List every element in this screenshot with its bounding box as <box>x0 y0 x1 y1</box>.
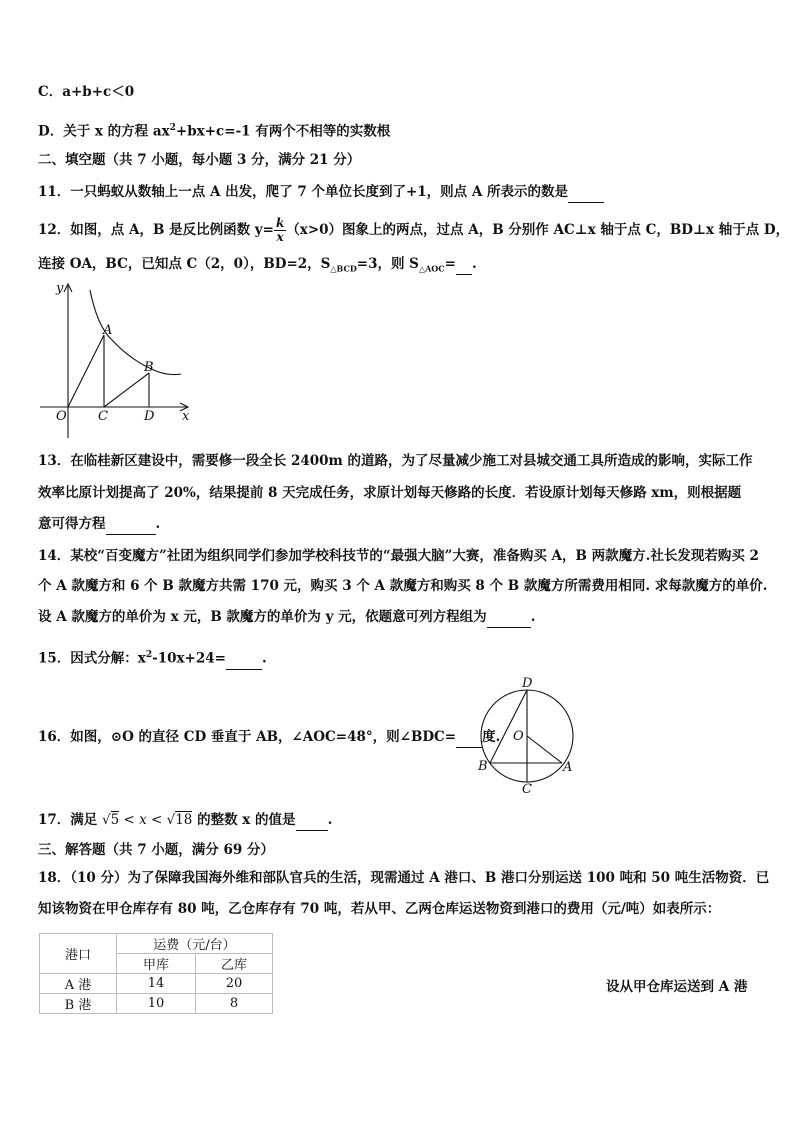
label-c: C <box>98 409 108 424</box>
question-12-end: . <box>471 256 477 272</box>
subscript-aoc: △AOC <box>418 263 445 274</box>
question-16-end: 度. <box>482 729 501 745</box>
question-16 <box>38 727 500 748</box>
question-17-end: . <box>327 812 333 828</box>
table-cell-port: B 港 <box>40 994 117 1014</box>
section-solve-heading: 三、解答题（共 7 小题，满分 69 分） <box>38 842 274 858</box>
answer-blank <box>487 607 531 628</box>
question-11-text: 11．一只蚂蚁从数轴上一点 A 出发，爬了 7 个单位长度到了+1，则点 A 所表示的数是 <box>38 184 569 200</box>
table-cell-yi: 8 <box>196 994 273 1014</box>
question-13-text: 意可得方程 <box>38 516 106 532</box>
table-col-yi: 乙库 <box>196 954 273 974</box>
answer-blank <box>568 182 604 203</box>
question-15-exponent: 2 <box>145 650 153 660</box>
question-12-text-4: = <box>444 256 456 272</box>
question-12-text: 12．如图，点 A，B 是反比例函数 y= <box>38 222 274 238</box>
section-fill-in-heading: 二、填空题（共 7 小题，每小题 3 分，满分 21 分） <box>38 152 361 168</box>
option-d-text-end: +bx+c=-1 有两个不相等的实数根 <box>175 123 391 140</box>
label-y: y <box>56 281 64 296</box>
question-17 <box>38 810 332 831</box>
question-15-text: 15．因式分解：x <box>38 650 146 667</box>
inverse-function-graph <box>36 280 196 445</box>
option-d-exponent: 2 <box>169 123 176 133</box>
question-12-line-1 <box>38 217 789 244</box>
question-13-line-2: 效率比原计划提高了 20%，结果提前 8 天完成任务，求原计划每天修路的长度．若设原计划每天修路 xm，则根据题 <box>38 485 742 501</box>
sqrt-18: √18 <box>166 812 193 828</box>
question-18-line-2: 知该物资在甲仓库存有 80 吨，乙仓库存有 70 吨，若从甲、乙两仓库运送物资到港口的费用（元/吨）如表所示： <box>38 901 721 917</box>
question-12-text-2: 连接 OA，BC，已知点 C（2，0），BD=2，S <box>38 256 331 272</box>
shipping-cost-table <box>39 933 273 1014</box>
answer-blank <box>296 810 328 831</box>
question-12-text-3: =3，则 S <box>356 256 419 272</box>
option-d-text: D．关于 x 的方程 ax <box>38 123 170 140</box>
fraction-k-over-x <box>274 217 286 244</box>
question-14-end: . <box>530 609 536 625</box>
answer-blank <box>226 649 262 670</box>
label-d: D <box>522 676 533 691</box>
label-a: A <box>563 760 573 775</box>
subscript-bcd: △BCD <box>330 263 357 274</box>
question-18-side-text: 设从甲仓库运送到 A 港 <box>606 979 748 995</box>
question-13-line-3 <box>38 514 160 535</box>
table-cell-yi: 20 <box>196 974 273 994</box>
label-b: B <box>478 759 488 774</box>
question-15-end: . <box>261 650 267 667</box>
answer-blank <box>456 254 472 275</box>
sqrt-5: √5 <box>102 812 120 828</box>
question-15-text-end: -10x+24= <box>152 650 226 667</box>
label-d: D <box>144 409 155 424</box>
question-14-line-3 <box>38 607 535 628</box>
question-12-text-cont: （x>0）图象上的两点，过点 A，B 分别作 AC⊥x 轴于点 C，BD⊥x 轴于点 D， <box>286 222 790 238</box>
segment-oa <box>68 335 104 407</box>
table-row <box>40 994 273 1014</box>
table-cell-jia: 14 <box>117 974 196 994</box>
option-c: C．a+b+c＜0 <box>38 84 135 100</box>
question-15 <box>38 645 267 670</box>
label-c: C <box>522 782 532 796</box>
label-x: x <box>182 409 190 424</box>
label-b: B <box>144 360 154 375</box>
fraction-denominator: x <box>276 230 284 244</box>
label-o: O <box>56 409 67 424</box>
label-o: O <box>513 729 524 744</box>
table-corner-header: 港口 <box>40 934 117 974</box>
inequality-middle: < x < <box>119 812 167 828</box>
radicand-18: 18 <box>175 812 193 828</box>
question-14-text: 设 A 款魔方的单价为 x 元，B 款魔方的单价为 y 元，依题意可列方程组为 <box>38 609 487 625</box>
question-17-text-end: 的整数 x 的值是 <box>197 812 296 828</box>
table-col-jia: 甲库 <box>117 954 196 974</box>
table-cell-jia: 10 <box>117 994 196 1014</box>
question-16-text: 16．如图，⊙O 的直径 CD 垂直于 AB，∠AOC=48°，则∠BDC= <box>38 729 457 745</box>
label-a: A <box>103 323 113 338</box>
segment-oa <box>527 736 562 763</box>
question-14-line-1: 14．某校“百变魔方”社团为组织同学们参加学校科技节的“最强大脑”大赛，准备购买 A，B 两款魔方.社长发现若购买 2 <box>38 548 759 564</box>
circle-diagram <box>476 674 586 796</box>
radicand-5: 5 <box>110 812 120 828</box>
question-12-line-2 <box>38 254 477 279</box>
table-group-header: 运费（元/台） <box>117 934 273 954</box>
question-13-line-1: 13．在临桂新区建设中，需要修一段全长 2400m 的道路，为了尽量减少施工对县城交通工具所造成的影响，实际工作 <box>38 453 753 469</box>
segment-bc <box>104 373 149 407</box>
answer-blank <box>106 514 156 535</box>
question-17-text: 17．满足 <box>38 812 98 828</box>
option-d <box>38 118 390 142</box>
table-cell-port: A 港 <box>40 974 117 994</box>
question-18-line-1: 18．（10 分）为了保障我国海外维和部队官兵的生活，现需通过 A 港口、B 港口分别运送 100 吨和 50 吨生活物资．已 <box>38 870 770 886</box>
question-14-line-2: 个 A 款魔方和 6 个 B 款魔方共需 170 元，购买 3 个 A 款魔方和购买 8 个 B 款魔方所需费用相同. 求每款魔方的单价. <box>38 578 768 594</box>
question-13-end: . <box>155 516 161 532</box>
question-11 <box>38 182 604 203</box>
table-row <box>40 974 273 994</box>
segment-db <box>490 690 527 763</box>
fraction-numerator: k <box>275 216 285 230</box>
